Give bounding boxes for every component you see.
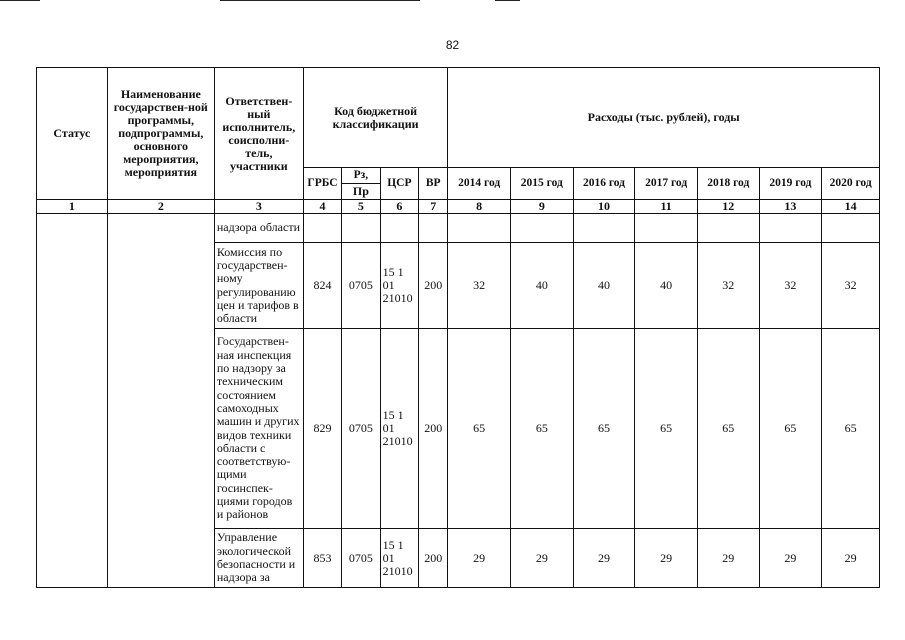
value-cell: 65 xyxy=(511,329,574,529)
vr-cell xyxy=(419,214,448,243)
header-grbs: ГРБС xyxy=(303,168,341,200)
table-row xyxy=(37,214,880,243)
value-cell: 29 xyxy=(448,529,511,588)
value-cell: 40 xyxy=(511,243,574,329)
csr-cell: 15 1 01 21010 xyxy=(380,329,418,529)
header-year: 2016 год xyxy=(573,168,635,200)
column-number: 10 xyxy=(573,200,635,214)
value-cell xyxy=(759,214,822,243)
header-expenses: Расходы (тыс. рублей), годы xyxy=(448,68,880,168)
value-cell: 29 xyxy=(573,529,635,588)
column-number: 11 xyxy=(635,200,698,214)
value-cell: 32 xyxy=(697,243,759,329)
value-cell: 29 xyxy=(759,529,822,588)
value-cell: 40 xyxy=(573,243,635,329)
column-number: 14 xyxy=(822,200,880,214)
value-cell: 32 xyxy=(759,243,822,329)
header-year: 2014 год xyxy=(448,168,511,200)
header-status: Статус xyxy=(37,68,108,200)
value-cell xyxy=(697,214,759,243)
name-cell xyxy=(107,214,214,588)
header-year: 2020 год xyxy=(822,168,880,200)
value-cell: 65 xyxy=(697,329,759,529)
budget-table xyxy=(36,67,880,588)
header-budget-code: Код бюджетной классификации xyxy=(303,68,448,168)
value-cell xyxy=(573,214,635,243)
column-number: 3 xyxy=(214,200,303,214)
executor-cell: Управление экологической безопасности и надзора за xyxy=(214,529,303,588)
value-cell: 65 xyxy=(573,329,635,529)
rzpr-cell xyxy=(342,214,380,243)
value-cell: 29 xyxy=(635,529,698,588)
header-csr: ЦСР xyxy=(380,168,418,200)
value-cell: 65 xyxy=(635,329,698,529)
rzpr-cell: 0705 xyxy=(342,529,380,588)
value-cell xyxy=(635,214,698,243)
header-year: 2018 год xyxy=(697,168,759,200)
column-number: 4 xyxy=(303,200,341,214)
column-number: 7 xyxy=(419,200,448,214)
value-cell: 65 xyxy=(822,329,880,529)
column-number: 2 xyxy=(107,200,214,214)
scan-artifact xyxy=(495,0,520,1)
value-cell xyxy=(822,214,880,243)
value-cell: 65 xyxy=(448,329,511,529)
column-number: 1 xyxy=(37,200,108,214)
rzpr-cell: 0705 xyxy=(342,329,380,529)
status-cell xyxy=(37,214,108,588)
header-year: 2019 год xyxy=(759,168,822,200)
value-cell: 29 xyxy=(697,529,759,588)
header-pr: Пр xyxy=(342,184,380,200)
grbs-cell xyxy=(303,214,341,243)
vr-cell: 200 xyxy=(419,243,448,329)
column-number: 5 xyxy=(342,200,380,214)
grbs-cell: 829 xyxy=(303,329,341,529)
vr-cell: 200 xyxy=(419,529,448,588)
value-cell xyxy=(448,214,511,243)
column-number: 9 xyxy=(511,200,574,214)
csr-cell: 15 1 01 21010 xyxy=(380,243,418,329)
executor-cell: надзора области xyxy=(214,214,303,243)
grbs-cell: 824 xyxy=(303,243,341,329)
value-cell xyxy=(511,214,574,243)
value-cell: 32 xyxy=(822,243,880,329)
value-cell: 65 xyxy=(759,329,822,529)
value-cell: 40 xyxy=(635,243,698,329)
header-name: Наименование государствен-ной программы, подпрограммы, основного мероприятия, мероприятия xyxy=(107,68,214,200)
executor-cell: Комиссия по государствен-ному регулированию цен и тарифов в области xyxy=(214,243,303,329)
header-rz: Рз, xyxy=(342,168,380,184)
page-number: 82 xyxy=(445,38,460,52)
csr-cell: 15 1 01 21010 xyxy=(380,529,418,588)
column-number: 13 xyxy=(759,200,822,214)
csr-cell xyxy=(380,214,418,243)
grbs-cell: 853 xyxy=(303,529,341,588)
executor-cell: Государствен-ная инспекция по надзору за техническим состоянием самоходных машин и других видов техники области с соответствую-щими госинспек-циями городов и районов xyxy=(214,329,303,529)
column-number: 8 xyxy=(448,200,511,214)
rzpr-cell: 0705 xyxy=(342,243,380,329)
value-cell: 32 xyxy=(448,243,511,329)
value-cell: 29 xyxy=(511,529,574,588)
header-year: 2015 год xyxy=(511,168,574,200)
column-number: 6 xyxy=(380,200,418,214)
header-executor: Ответствен-ный исполнитель, соисполни-тель, участники xyxy=(214,68,303,200)
vr-cell: 200 xyxy=(419,329,448,529)
scan-artifact xyxy=(220,0,420,1)
value-cell: 29 xyxy=(822,529,880,588)
header-year: 2017 год xyxy=(635,168,698,200)
header-vr: ВР xyxy=(419,168,448,200)
scan-artifact xyxy=(0,0,40,1)
column-number: 12 xyxy=(697,200,759,214)
